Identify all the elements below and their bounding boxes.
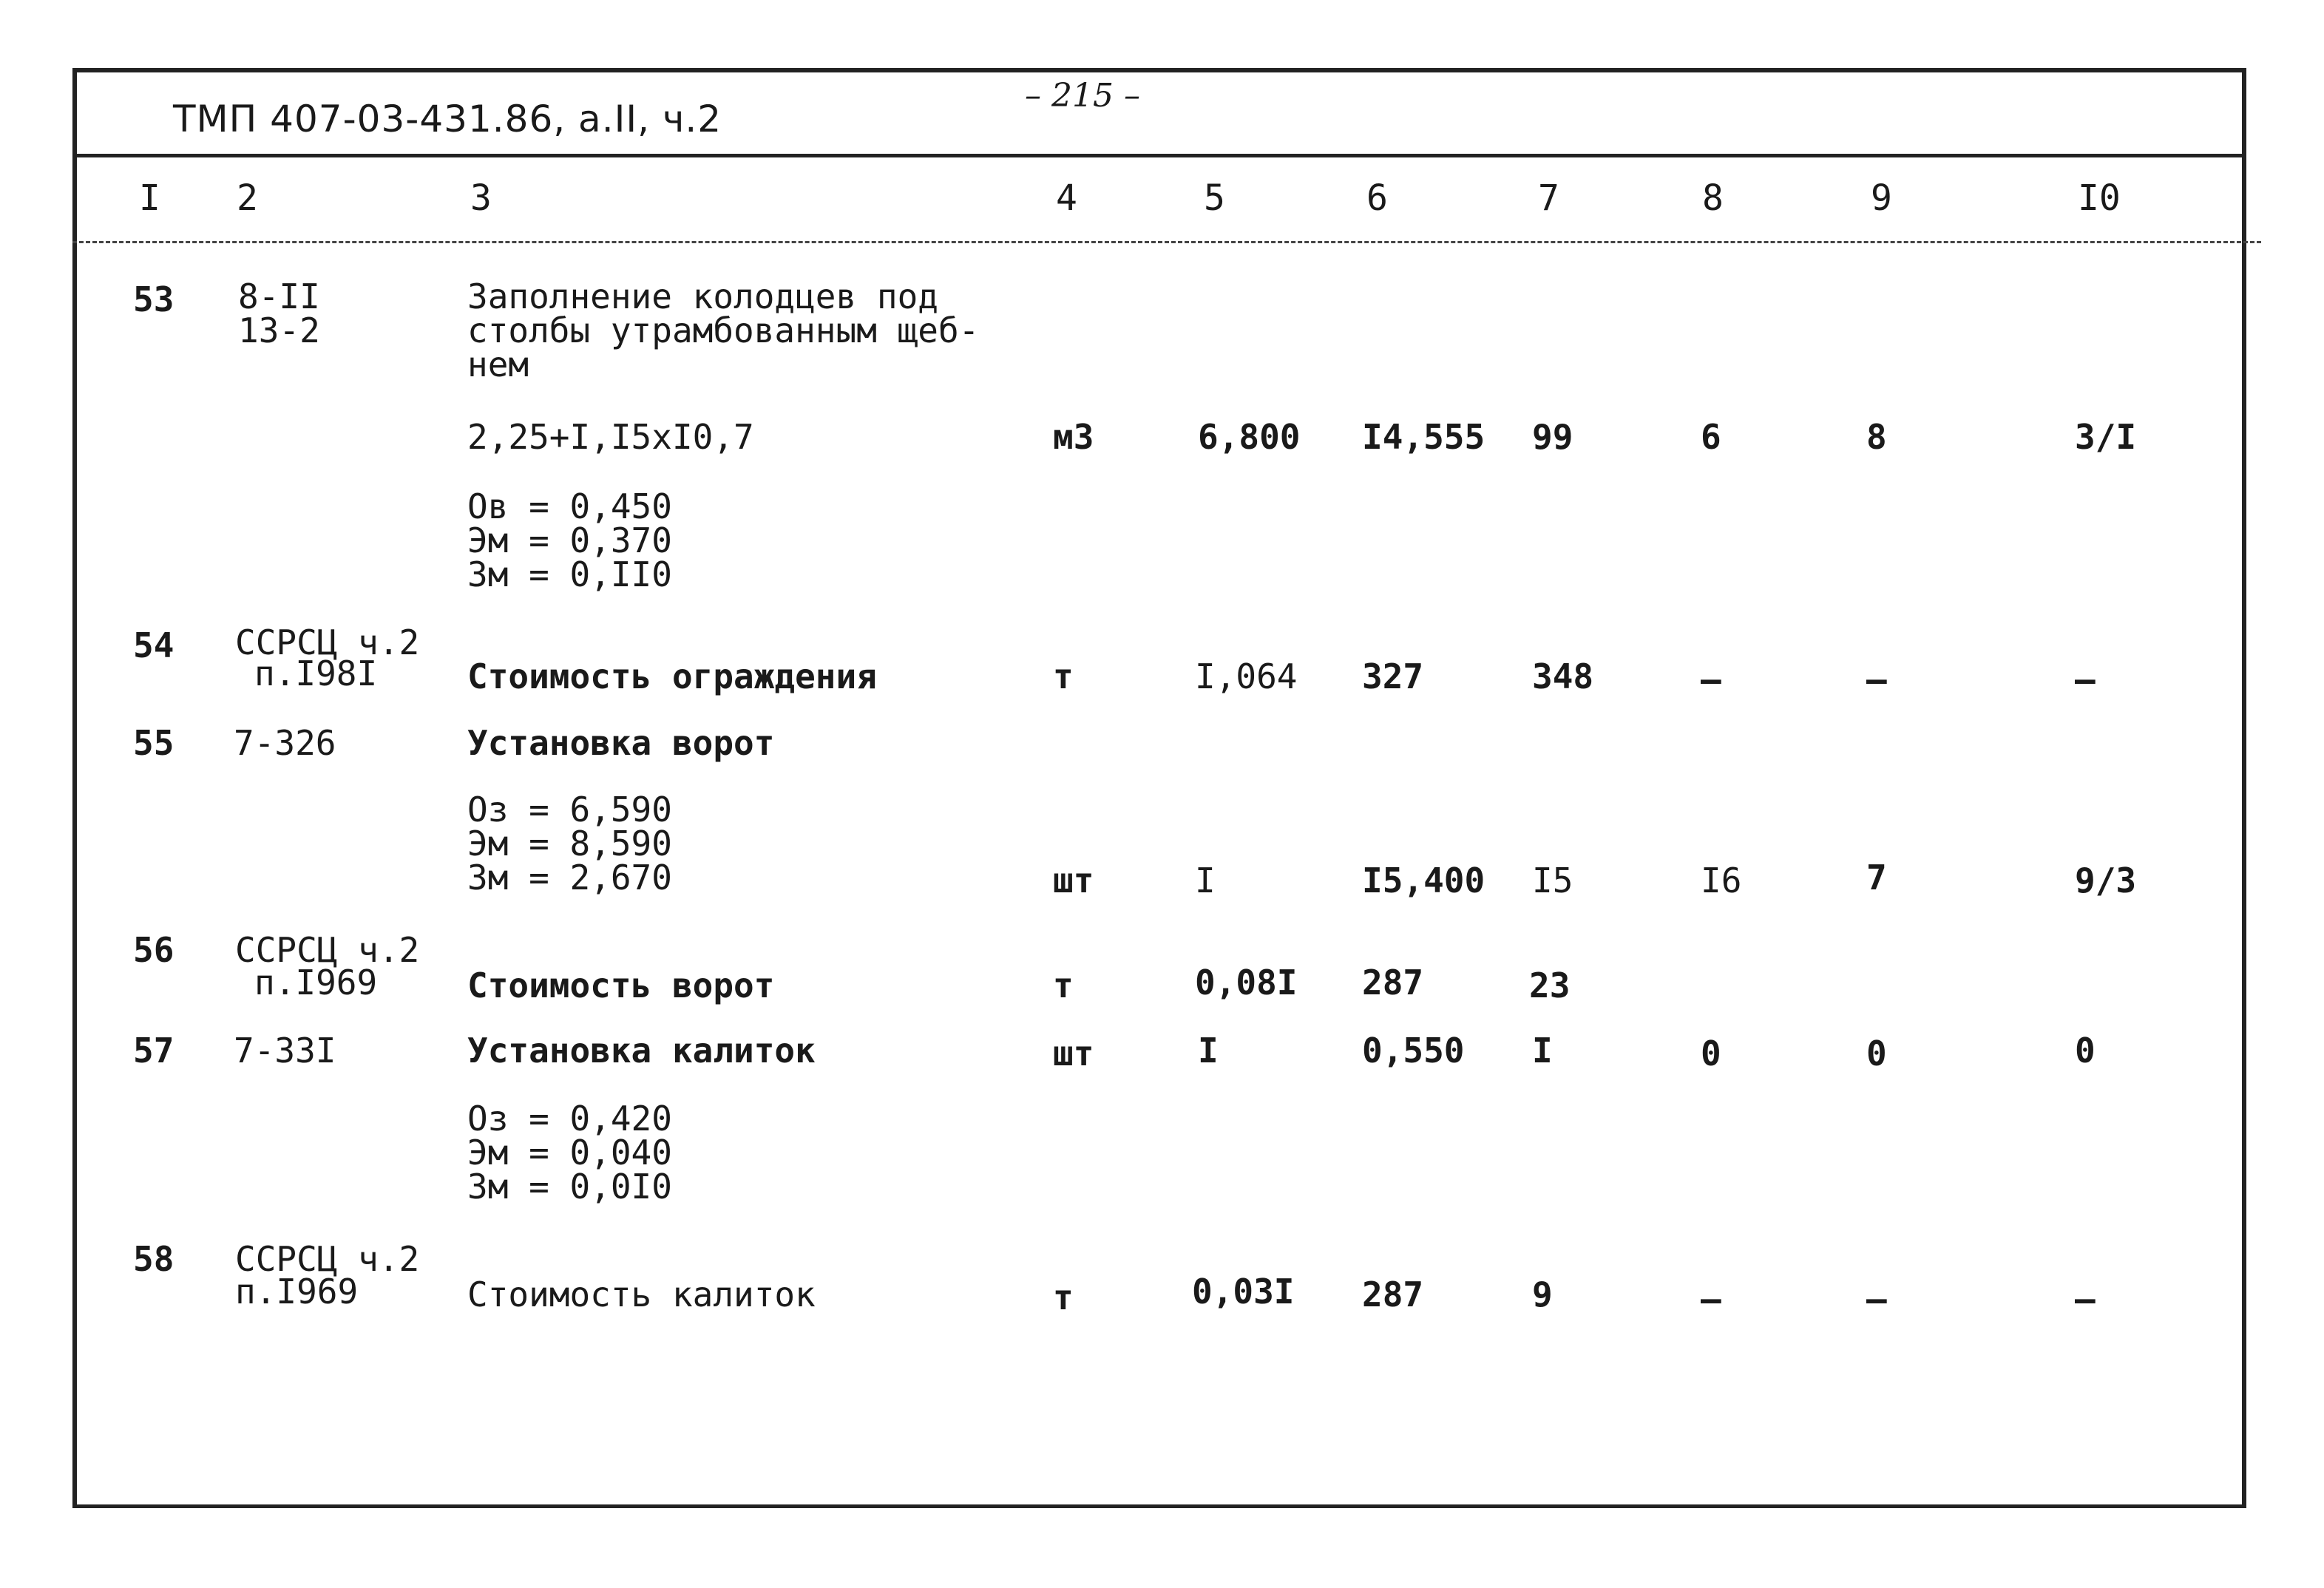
- column-9-value: 0: [1866, 1034, 1887, 1073]
- unit-price: 0,550: [1362, 1031, 1465, 1070]
- row-number: 53: [133, 279, 175, 319]
- quantity: I: [1195, 861, 1216, 900]
- total-cost: 348: [1532, 656, 1594, 696]
- column-header-6: 6: [1366, 177, 1388, 219]
- price-code: ССРСЦ ч.2: [235, 930, 420, 970]
- column-10-value: 0: [2075, 1031, 2096, 1070]
- norm-line: Ов = 0,450: [467, 486, 672, 526]
- price-code-sub: п.I969: [254, 963, 378, 1002]
- header-divider: [72, 241, 2261, 243]
- work-description-line2: столбы утрамбованным щеб-: [467, 311, 980, 350]
- column-header-1: I: [139, 177, 160, 219]
- row-number: 58: [133, 1239, 175, 1279]
- column-header-7: 7: [1538, 177, 1559, 219]
- norm-line: Оз = 0,420: [467, 1099, 672, 1139]
- quantity: 0,08I: [1195, 963, 1298, 1002]
- row-number: 55: [133, 723, 175, 763]
- column-10-value: 9/3: [2075, 861, 2137, 900]
- work-description: Заполнение колодцев под: [467, 276, 938, 316]
- column-9-value: 7: [1866, 858, 1887, 898]
- price-code: 7-33I: [234, 1031, 336, 1070]
- total-cost: 23: [1529, 966, 1571, 1005]
- unit: шт: [1053, 1034, 1094, 1073]
- column-9-value: 8: [1866, 417, 1887, 457]
- column-8-value: 6: [1701, 417, 1721, 457]
- norm-line: Зм = 0,0I0: [467, 1167, 672, 1207]
- unit: т: [1053, 966, 1074, 1005]
- column-10-value: –: [2075, 1279, 2096, 1319]
- column-10-value: 3/I: [2075, 417, 2137, 457]
- quantity-formula: 2,25+I,I5xI0,7: [467, 417, 754, 457]
- column-header-2: 2: [237, 177, 258, 219]
- quantity: I: [1198, 1031, 1219, 1070]
- row-number: 57: [133, 1031, 175, 1070]
- norm-line: Эм = 0,370: [467, 520, 672, 560]
- column-header-3: 3: [470, 177, 492, 219]
- column-8-value: 0: [1701, 1034, 1721, 1073]
- price-code-sub: 13-2: [238, 311, 320, 350]
- price-code: 8-II: [238, 276, 320, 316]
- norm-line: Зм = 0,II0: [467, 554, 672, 594]
- page-number: – 215 –: [1025, 77, 1140, 115]
- column-header-4: 4: [1056, 177, 1077, 219]
- total-cost: I: [1532, 1031, 1553, 1070]
- work-description: Установка ворот: [467, 723, 775, 763]
- quantity: 0,03I: [1192, 1272, 1295, 1312]
- quantity: I,064: [1195, 656, 1298, 696]
- column-header-10: I0: [2078, 177, 2121, 219]
- column-8-value: –: [1701, 659, 1721, 699]
- unit-price: 287: [1362, 963, 1424, 1002]
- norm-line: Эм = 0,040: [467, 1133, 672, 1173]
- norm-line: Зм = 2,670: [467, 858, 672, 898]
- column-8-value: –: [1701, 1279, 1721, 1319]
- document-frame: [72, 68, 2246, 1508]
- price-code-sub: п.I98I: [254, 654, 378, 693]
- quantity: 6,800: [1198, 417, 1301, 457]
- unit: шт: [1053, 861, 1094, 900]
- total-cost: 99: [1532, 417, 1573, 457]
- column-header-9: 9: [1871, 177, 1892, 219]
- row-number: 54: [133, 625, 175, 665]
- unit: т: [1053, 1277, 1074, 1317]
- column-10-value: –: [2075, 659, 2096, 699]
- column-8-value: I6: [1701, 861, 1742, 900]
- column-9-value: –: [1866, 1279, 1887, 1319]
- work-description: Стоимость ограждения: [467, 656, 877, 696]
- work-description: Установка калиток: [467, 1031, 816, 1070]
- unit-price: I4,555: [1362, 417, 1485, 457]
- total-cost: 9: [1532, 1275, 1553, 1314]
- unit-price: I5,400: [1362, 861, 1485, 900]
- column-9-value: –: [1866, 659, 1887, 699]
- norm-line: Эм = 8,590: [467, 824, 672, 863]
- price-code: 7-326: [234, 723, 336, 763]
- price-code-sub: п.I969: [235, 1272, 359, 1312]
- document-code: ТМП 407-03-431.86, а.II, ч.2: [173, 98, 722, 140]
- total-cost: I5: [1532, 861, 1573, 900]
- price-code: ССРСЦ ч.2: [235, 1239, 420, 1279]
- column-header-8: 8: [1702, 177, 1724, 219]
- work-description-line3: нем: [467, 345, 529, 384]
- norm-line: Оз = 6,590: [467, 790, 672, 829]
- work-description: Стоимость ворот: [467, 966, 775, 1005]
- unit: м3: [1053, 417, 1094, 457]
- unit: т: [1053, 656, 1074, 696]
- unit-price: 287: [1362, 1275, 1424, 1314]
- column-header-5: 5: [1204, 177, 1225, 219]
- row-number: 56: [133, 930, 175, 970]
- unit-price: 327: [1362, 656, 1424, 696]
- work-description: Стоимость калиток: [467, 1275, 816, 1314]
- price-code: ССРСЦ ч.2: [235, 622, 420, 662]
- title-block: [77, 72, 2242, 157]
